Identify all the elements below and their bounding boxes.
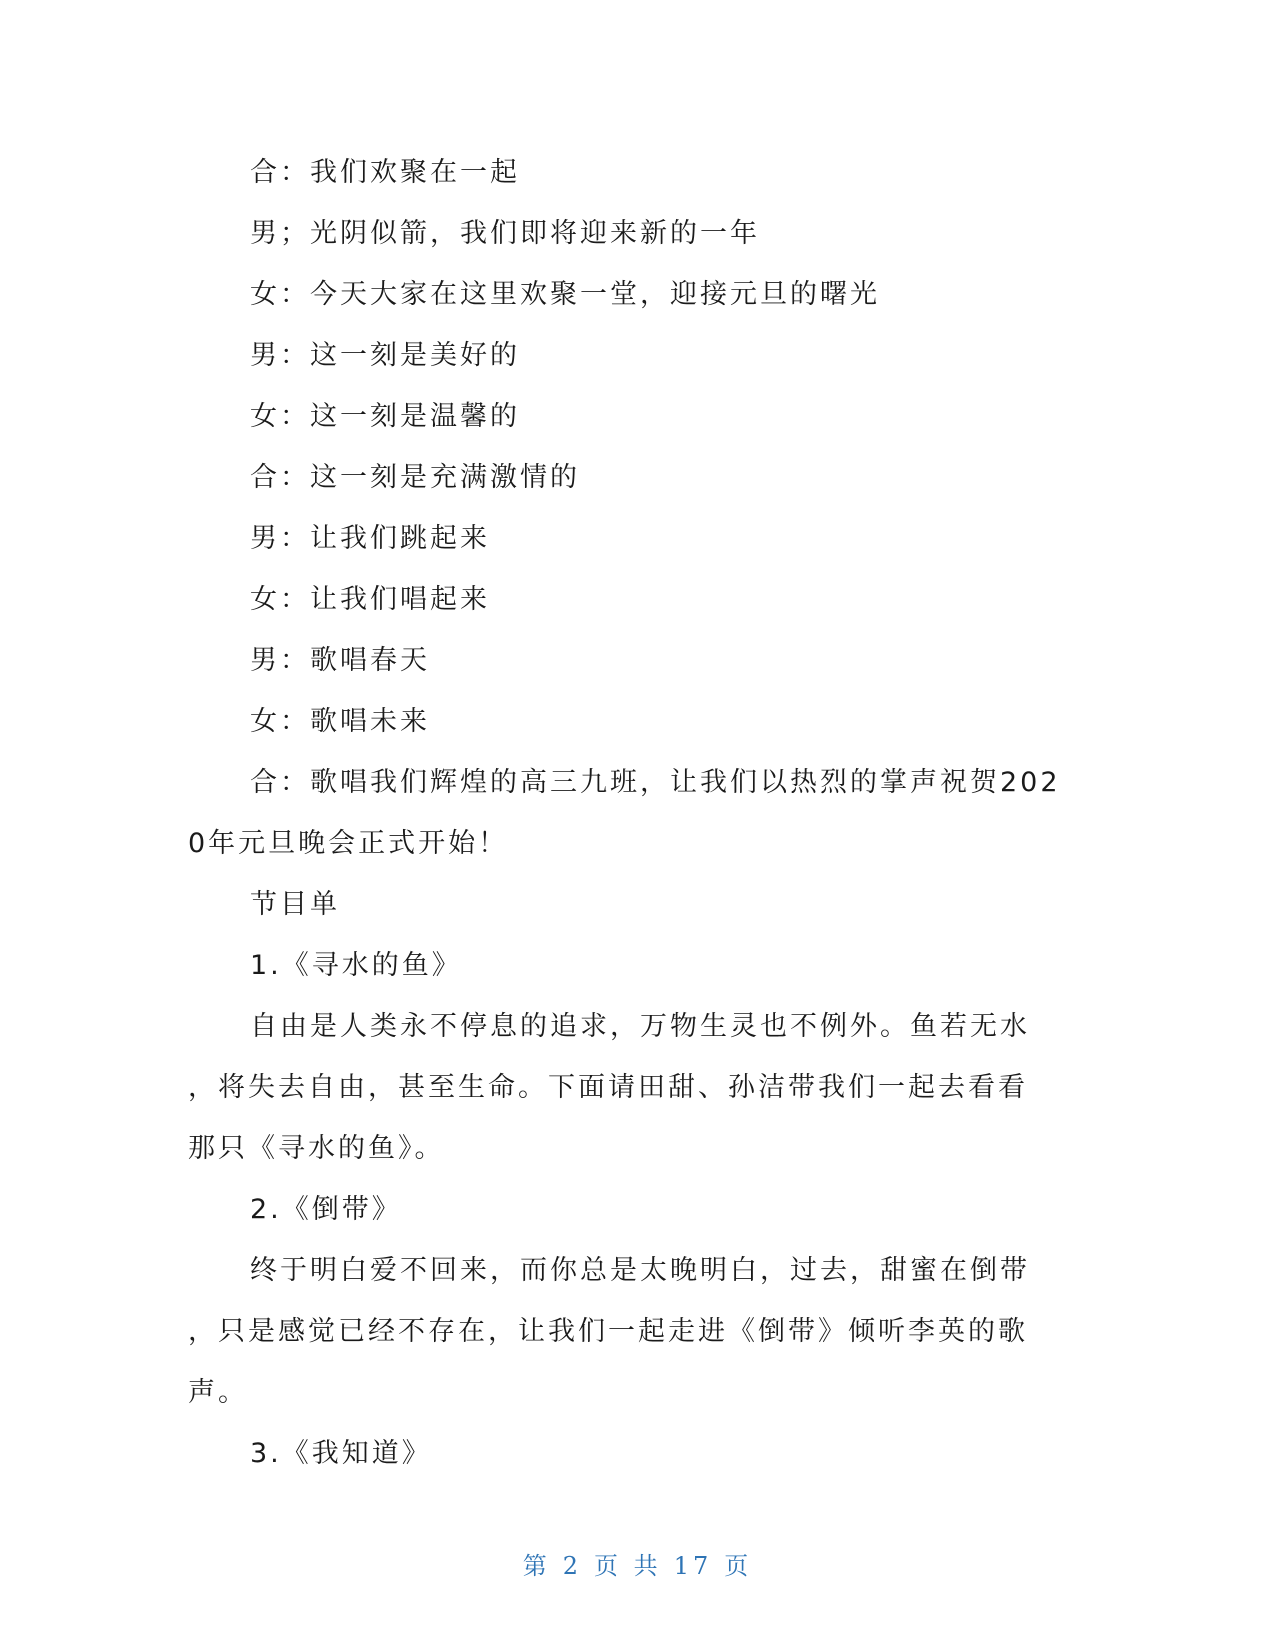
footer-middle: 页 共 (594, 1552, 662, 1580)
dialogue-line: 女：让我们唱起来 (250, 584, 490, 615)
program-item-description: 终于明白爱不回来，而你总是太晚明白，过去，甜蜜在倒带 (250, 1255, 1030, 1286)
program-item-title: 3.《我知道》 (250, 1438, 432, 1469)
page-footer (0, 1546, 1275, 1581)
program-item-description: 自由是人类永不停息的追求，万物生灵也不例外。鱼若无水 (250, 1011, 1030, 1042)
program-item-description: 那只《寻水的鱼》。 (188, 1133, 445, 1164)
footer-page-number: 2 (562, 1552, 583, 1580)
program-item-description: ，将失去自由，甚至生命。下面请田甜、孙洁带我们一起去看看 (188, 1072, 1028, 1103)
program-item-description: ，只是感觉已经不存在，让我们一起走进《倒带》倾听李英的歌 (188, 1316, 1028, 1347)
dialogue-line: 女：今天大家在这里欢聚一堂，迎接元旦的曙光 (250, 279, 880, 310)
program-item-title: 2.《倒带》 (250, 1194, 402, 1225)
program-heading: 节目单 (250, 889, 340, 920)
dialogue-line: 男；光阴似箭，我们即将迎来新的一年 (250, 218, 760, 249)
finale-paragraph-line: 合：歌唱我们辉煌的高三九班，让我们以热烈的掌声祝贺202 (250, 767, 1061, 798)
footer-suffix: 页 (724, 1552, 753, 1580)
footer-prefix: 第 (522, 1552, 551, 1580)
program-item-title: 1.《寻水的鱼》 (250, 950, 462, 981)
footer-total-pages: 17 (673, 1552, 713, 1580)
dialogue-line: 女：这一刻是温馨的 (250, 401, 520, 432)
dialogue-line: 男：这一刻是美好的 (250, 340, 520, 371)
dialogue-line: 男：让我们跳起来 (250, 523, 490, 554)
document-body (188, 142, 1068, 1484)
dialogue-line: 合：这一刻是充满激情的 (250, 462, 580, 493)
dialogue-line: 女：歌唱未来 (250, 706, 430, 737)
program-item-description: 声。 (188, 1377, 248, 1408)
finale-paragraph-line: 0年元旦晚会正式开始！ (188, 828, 509, 859)
dialogue-line: 男：歌唱春天 (250, 645, 430, 676)
dialogue-line: 合：我们欢聚在一起 (250, 157, 520, 188)
